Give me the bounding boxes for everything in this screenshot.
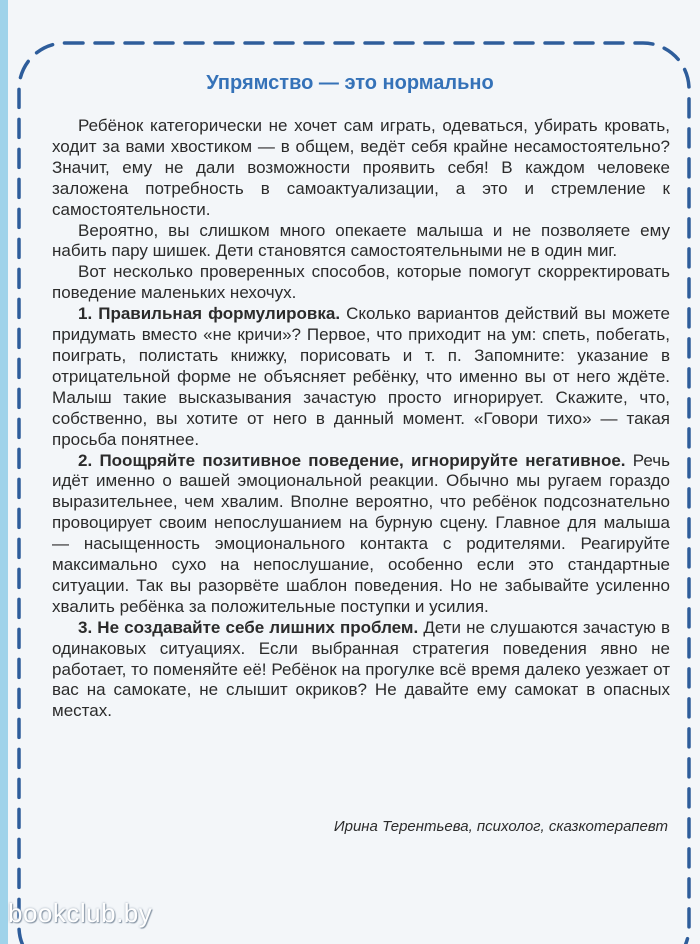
article-title: Упрямство — это нормально — [206, 72, 494, 94]
watermark: bookclub.by — [8, 898, 153, 928]
tip-1-text: Сколько вариантов действий вы можете придумать вместо «не кричи»? Первое, что приходит на ум: спеть, побегать, поиграть, полистать книжку, порисовать и т. п. Запомните: указание в отрицательной форме не объясняет ребёнку, что именно вы от него ждёте. Малыш такие высказывания зачастую просто игнорирует. Скажите, что, собственно, вы хотите от него в данный момент. «Говори тихо» — такая просьба понятнее. — [52, 304, 670, 449]
tip-1 — [52, 304, 670, 450]
article-body — [52, 116, 670, 722]
paragraph-intro: Ребёнок категорически не хочет сам играть, одеваться, убирать кровать, ходит за вами хвостиком — в общем, ведёт себя крайне несамостоятельно? Значит, ему не дали возможности проявить себя! В каждом человеке заложена потребность в самоактуализации, а это и стремление к самостоятельности. — [52, 116, 670, 219]
tip-1-heading: 1. Правильная формулировка. — [78, 304, 341, 324]
left-edge-strip — [0, 0, 8, 944]
tip-3-heading: 3. Не создавайте себе лишних проблем. — [78, 617, 419, 637]
tip-2 — [52, 451, 670, 618]
author-signature: Ирина Терентьева, психолог, сказкотерапевт — [333, 818, 668, 835]
tip-3-text: Дети не слушаются зачастую в одинаковых ситуациях. Если выбранная стратегия поведения явно не работает, то поменяйте её! Ребёнок на прогулке всё время далеко уезжает от вас на самокате, не слышит окриков? Не давайте ему самокат в опасных местах. — [52, 617, 671, 721]
paragraph-methods-intro: Вот несколько проверенных способов, которые помогут скорректировать поведение маленьких нехочух. — [52, 262, 670, 303]
tip-3 — [52, 618, 670, 723]
tip-2-heading: 2. Поощряйте позитивное поведение, игнорируйте негативное. — [78, 450, 626, 470]
paragraph-overprotection: Вероятно, вы слишком много опекаете малыша и не позволяете ему набить пару шишек. Дети становятся самостоятельными не в один миг. — [52, 220, 670, 261]
tip-2-text: Речь идёт именно о вашей эмоциональной реакции. Обычно мы ругаем гораздо выразительнее, чем хвалим. Вполне вероятно, что ребёнок подсознательно провоцирует своим непослушанием на бурную сцену. Главное для малыша — насыщенность эмоционального контакта с родителями. Реагируйте максимально сухо на непослушание, особенно если это стандартные ситуации. Так вы разорвёте шаблон поведения. Но не забывайте усиленно хвалить ребёнка за положительные поступки и усилия. — [52, 450, 670, 616]
